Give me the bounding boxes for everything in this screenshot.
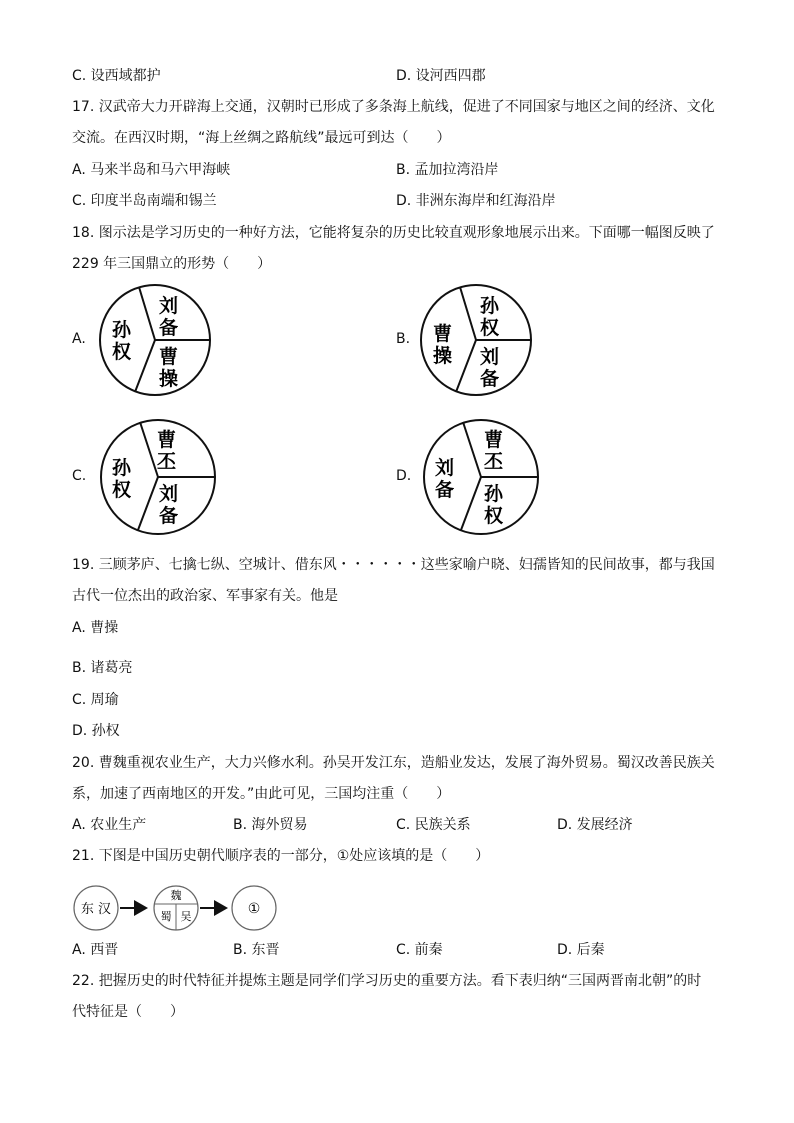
pie-b-left-1: 曹 (433, 323, 453, 345)
pie-c-left-1: 孙 (112, 457, 132, 479)
question-19-stem: 19. 三顾茅庐、七擒七纵、空城计、借东风・・・・・・这些家喻户晓、妇孺皆知的民间故事，都与我国 (72, 557, 715, 573)
shu-label: 蜀 (160, 910, 172, 923)
pie-b-top-right-1: 孙 (480, 295, 500, 317)
pie-a-left-bottom: 权 (112, 341, 132, 363)
option-a: A. 农业生产 (72, 817, 147, 833)
pie-c-top-right-2: 丕 (157, 451, 177, 473)
option-c: C. 前秦 (396, 942, 443, 958)
pie-b-bottom-right-2: 备 (480, 368, 500, 390)
pie-d-left-2: 备 (435, 479, 455, 501)
option-c: C. 设西域都护 (72, 68, 161, 84)
pie-c-bottom-right-1: 刘 (159, 483, 179, 505)
pie-b-top-right-2: 权 (480, 317, 500, 339)
option-c: C. 民族关系 (396, 817, 471, 833)
option-a: A. 曹操 (72, 620, 119, 636)
pie-d-bottom-right-2: 权 (484, 505, 504, 527)
pie-option-c (97, 418, 221, 536)
question-20-stem: 20. 曹魏重视农业生产，大力兴修水利。孙吴开发江东，造船业发达，发展了海外贸易。蜀汉改善民族关 (72, 755, 715, 771)
option-d: D. 设河西四郡 (396, 68, 486, 84)
option-b-label: B. (396, 331, 411, 347)
blank-marker: ① (247, 901, 261, 917)
option-b: B. 孟加拉湾沿岸 (396, 162, 499, 178)
pie-d-top-right-1: 曹 (484, 429, 504, 451)
question-22-stem-cont: 代特征是（ ） (72, 1004, 184, 1020)
wei-label: 魏 (170, 889, 182, 902)
option-b: B. 诸葛亮 (72, 660, 133, 676)
option-d-label: D. (396, 468, 412, 484)
pie-c-bottom-right-2: 备 (159, 505, 179, 527)
question-18-stem: 18. 图示法是学习历史的一种好方法，它能将复杂的历史比较直观形象地展示出来。下面哪一幅图反映了 (72, 225, 715, 241)
question-19-stem-cont: 古代一位杰出的政治家、军事家有关。他是 (72, 588, 338, 604)
option-b: B. 海外贸易 (233, 817, 308, 833)
pie-a-left-top: 孙 (112, 319, 132, 341)
eastern-han-label: 东 汉 (80, 902, 112, 917)
pie-b-bottom-right-1: 刘 (480, 346, 500, 368)
option-a-label: A. (72, 331, 86, 347)
question-20-stem-cont: 系，加速了西南地区的开发。”由此可见，三国均注重（ ） (72, 786, 451, 802)
option-d: D. 非洲东海岸和红海沿岸 (396, 193, 556, 209)
pie-c-top-right-1: 曹 (157, 429, 177, 451)
question-21-stem: 21. 下图是中国历史朝代顺序表的一部分，①处应该填的是（ ） (72, 848, 490, 864)
question-17-stem-cont: 交流。在西汉时期，“海上丝绸之路航线”最远可到达（ ） (72, 130, 451, 146)
pie-a-bottom-right-1: 曹 (159, 346, 179, 368)
option-a: A. 西晋 (72, 942, 119, 958)
pie-option-d (420, 418, 544, 536)
wu-label: 吴 (180, 910, 192, 923)
pie-c-left-2: 权 (112, 479, 132, 501)
option-c: C. 周瑜 (72, 692, 119, 708)
pie-option-a (97, 284, 217, 398)
question-17-stem: 17. 汉武帝大力开辟海上交通，汉朝时已形成了多条海上航线，促进了不同国家与地区之间的经济、文化 (72, 99, 715, 115)
option-c-label: C. (72, 468, 87, 484)
option-d: D. 后秦 (557, 942, 605, 958)
pie-b-left-2: 操 (433, 345, 453, 367)
pie-a-top-right-2: 备 (159, 317, 179, 339)
pie-d-top-right-2: 丕 (484, 451, 504, 473)
option-b: B. 东晋 (233, 942, 280, 958)
pie-d-left-1: 刘 (435, 457, 455, 479)
option-a: A. 马来半岛和马六甲海峡 (72, 162, 231, 178)
question-22-stem: 22. 把握历史的时代特征并提炼主题是同学们学习历史的重要方法。看下表归纳“三国两晋南北朝”的时 (72, 973, 702, 989)
pie-a-top-right-1: 刘 (159, 295, 179, 317)
option-d: D. 孙权 (72, 723, 120, 739)
pie-a-bottom-right-2: 操 (159, 368, 179, 390)
option-c: C. 印度半岛南端和锡兰 (72, 193, 217, 209)
dynasty-sequence-diagram (72, 884, 282, 932)
pie-d-bottom-right-1: 孙 (484, 483, 504, 505)
pie-option-b (418, 284, 538, 398)
option-d: D. 发展经济 (557, 817, 633, 833)
question-18-stem-cont: 229 年三国鼎立的形势（ ） (72, 256, 272, 272)
